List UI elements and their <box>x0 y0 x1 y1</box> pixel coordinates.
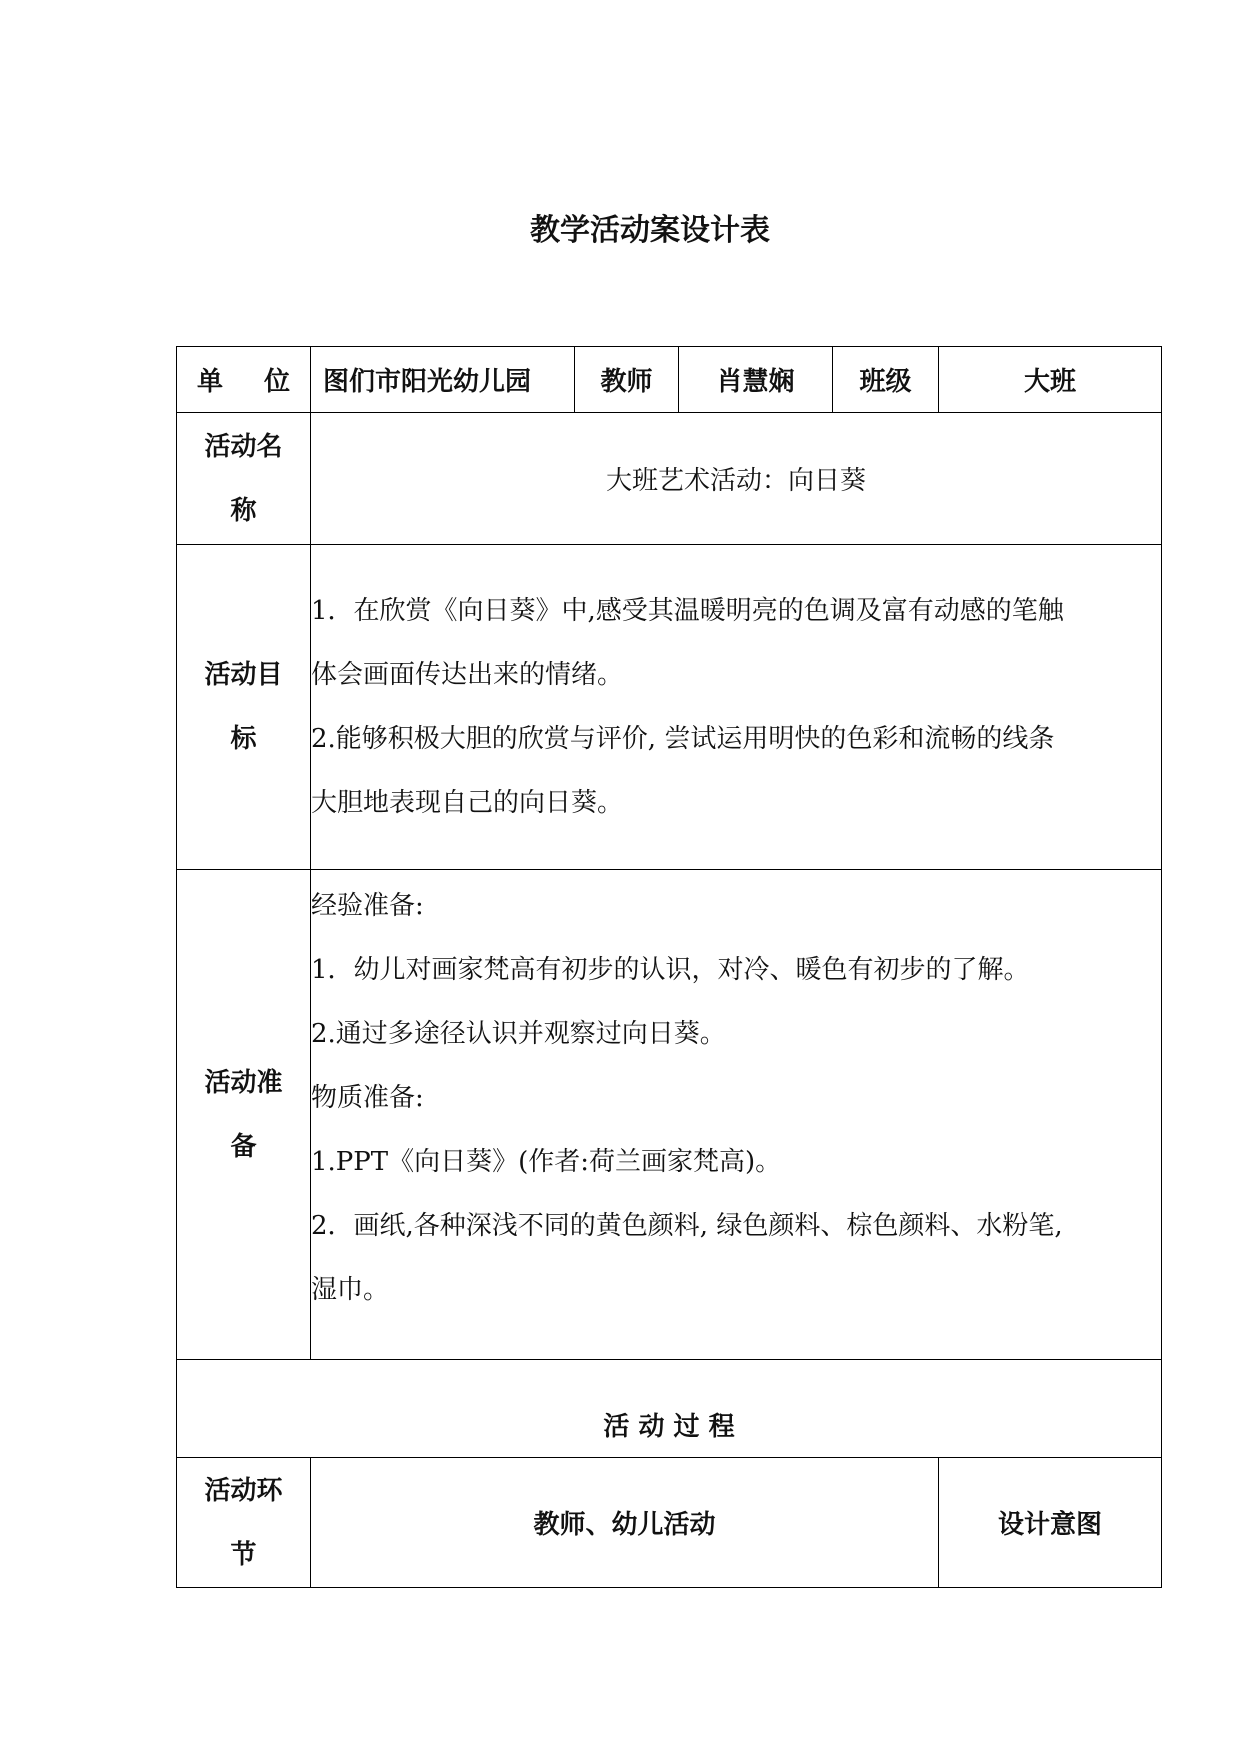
activity-name-row <box>177 413 1162 545</box>
activity-prep-label-line1: 活动准 <box>204 1067 283 1098</box>
class-value: 大班 <box>939 347 1162 413</box>
activity-prep-label-line2: 备 <box>230 1131 257 1162</box>
activity-name-label <box>177 413 311 545</box>
process-title: 活 动 过 程 <box>177 1360 1162 1458</box>
document-title: 教学活动案设计表 <box>530 213 770 248</box>
activity-goals-label <box>177 545 311 870</box>
unit-value: 图们市阳光幼儿园 <box>311 347 575 413</box>
prep-line-2: 1．幼儿对画家梵高有初步的认识，对冷、暖色有初步的了解。 <box>311 955 1030 985</box>
activity-goals-label-line1: 活动目 <box>204 660 283 690</box>
unit-label-char-2: 位 <box>263 367 290 397</box>
activity-name-label-line1: 活动名 <box>204 431 283 462</box>
prep-line-4: 物质准备: <box>311 1083 424 1113</box>
activity-prep-content <box>311 870 1162 1360</box>
lesson-plan-table <box>176 346 1162 1588</box>
goals-line-3: 2.能够积极大胆的欣赏与评价, 尝试运用明快的色彩和流畅的线条 <box>311 724 1055 754</box>
prep-line-3: 2.通过多途径认识并观察过向日葵。 <box>311 1019 726 1049</box>
unit-label-cell <box>177 347 311 413</box>
process-col-stage-line2: 节 <box>230 1539 257 1570</box>
unit-label-char-1: 单 <box>197 367 224 397</box>
activity-name-value: 大班艺术活动：向日葵 <box>311 413 1162 545</box>
process-title-row <box>177 1360 1162 1458</box>
prep-line-5: 1.PPT《向日葵》(作者:荷兰画家梵高)。 <box>311 1147 782 1177</box>
activity-prep-row <box>177 870 1162 1360</box>
process-col-intent: 设计意图 <box>939 1458 1162 1588</box>
activity-goals-label-line2: 标 <box>230 724 257 754</box>
goals-line-4: 大胆地表现自己的向日葵。 <box>311 788 624 818</box>
activity-name-label-line2: 称 <box>230 495 257 526</box>
activity-goals-row <box>177 545 1162 870</box>
process-col-stage-line1: 活动环 <box>204 1475 283 1506</box>
process-col-stage <box>177 1458 311 1588</box>
header-row <box>177 347 1162 413</box>
prep-line-6: 2．画纸,各种深浅不同的黄色颜料, 绿色颜料、棕色颜料、水粉笔, <box>311 1211 1063 1241</box>
class-label: 班级 <box>833 347 939 413</box>
teacher-value: 肖慧娴 <box>679 347 833 413</box>
goals-line-1: 1．在欣赏《向日葵》中,感受其温暖明亮的色调及富有动感的笔触 <box>311 596 1064 626</box>
activity-goals-content <box>311 545 1162 870</box>
prep-line-1: 经验准备: <box>311 891 424 921</box>
prep-line-7: 湿巾。 <box>311 1275 390 1305</box>
goals-line-2: 体会画面传达出来的情绪。 <box>311 660 624 690</box>
process-col-activities: 教师、幼儿活动 <box>311 1458 939 1588</box>
process-header-row <box>177 1458 1162 1588</box>
activity-prep-label <box>177 870 311 1360</box>
teacher-label: 教师 <box>575 347 679 413</box>
